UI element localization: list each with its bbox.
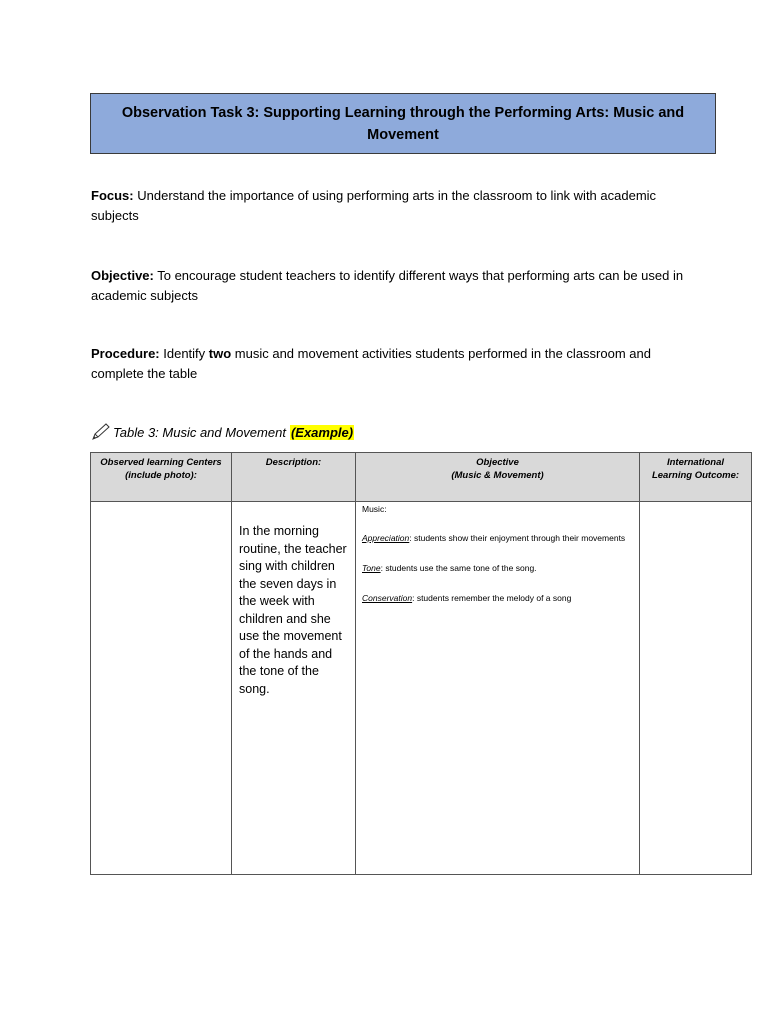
objective-label: Objective: [91,268,154,283]
cell-learning-outcome [640,502,752,875]
procedure-text-before: Identify [159,346,209,361]
procedure-paragraph [91,344,691,384]
description-text: In the morning routine, the teacher sing with children the seven days in the week with children and she use the movement of the hands and the tone of the song. [239,524,347,696]
header-objective-line2: (Music & Movement) [451,470,544,481]
cell-description [232,502,356,875]
cell-objective [356,502,640,875]
header-observed-centers [91,453,232,502]
header-description-label: Description: [265,457,322,468]
objective-text: To encourage student teachers to identify different ways that performing arts can be used in academic subjects [91,268,684,303]
observation-table [90,452,752,875]
objective-item-tone [362,562,633,574]
objective-text-conservation: : students remember the melody of a song [412,593,572,603]
page-title: Observation Task 3: Supporting Learning through the Performing Arts: Music and Movement [90,93,716,154]
header-observed-centers-line2: (include photo): [125,470,197,481]
table-header-row [91,453,752,502]
cell-observed-centers [91,502,232,875]
header-learning-outcome [640,453,752,502]
objective-paragraph [91,266,691,306]
header-description [232,453,356,502]
pencil-icon [91,423,111,441]
table-caption-text: Table 3: Music and Movement [113,424,286,440]
objective-text-tone: : students use the same tone of the song. [380,563,537,573]
procedure-bold-word: two [208,346,232,361]
objective-term-appreciation: Appreciation [362,533,410,543]
focus-paragraph [91,186,691,226]
header-learning-outcome-line2: Learning Outcome: [651,470,740,481]
header-objective-line1: Objective [476,457,519,468]
header-objective [356,453,640,502]
header-learning-outcome-line1: International [666,457,724,468]
objective-item-conservation [362,592,633,604]
procedure-label: Procedure: [91,346,160,361]
objective-item-appreciation [362,532,633,544]
focus-label: Focus: [91,188,134,203]
objective-text-appreciation: : students show their enjoyment through their movements [409,533,626,543]
objective-music-heading: Music: [362,504,387,514]
table-row [91,502,752,875]
example-highlight: (Example) [290,424,354,440]
procedure-text-after: music and movement activities students performed in the classroom and complete the table [91,346,651,381]
header-observed-centers-line1: Observed learning Centers [100,457,222,468]
objective-term-conservation: Conservation [362,593,413,603]
objective-term-tone: Tone [362,563,381,573]
focus-text: Understand the importance of using performing arts in the classroom to link with academic subjects [91,188,657,223]
table-caption [91,423,354,441]
